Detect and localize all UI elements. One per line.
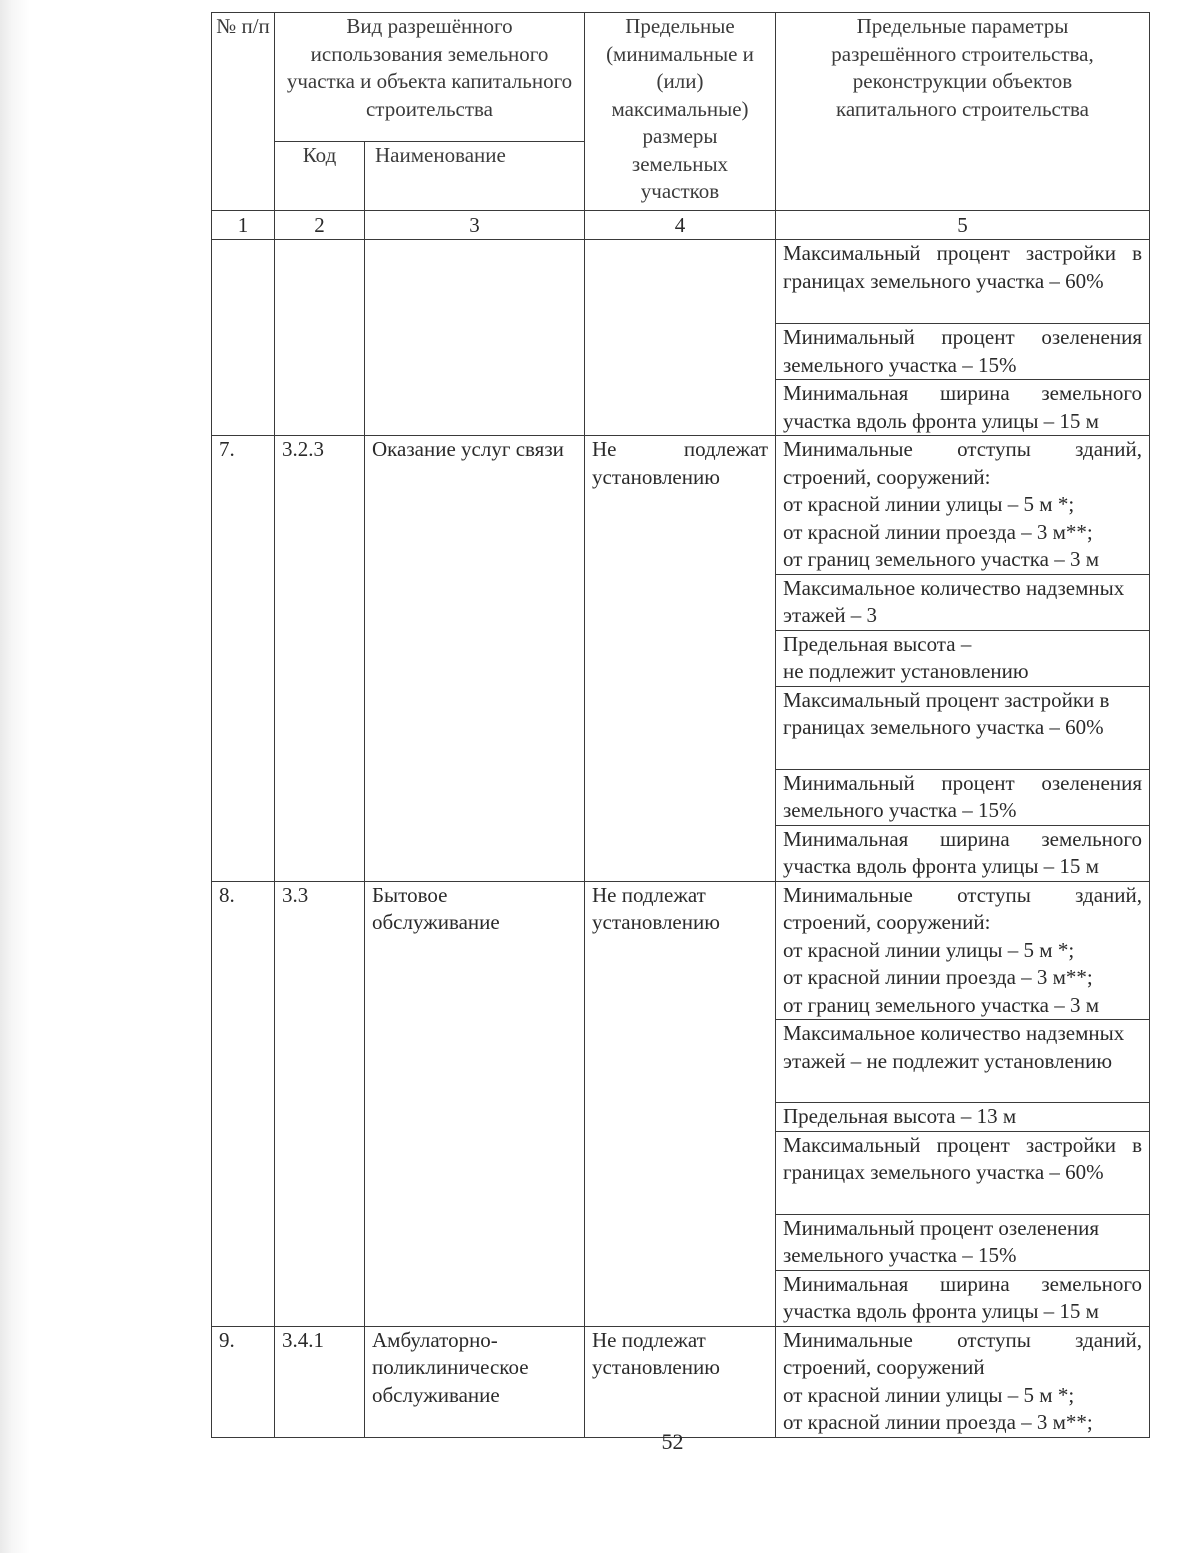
param-line: от границ земельного участка – 3 м — [783, 547, 1100, 571]
row-code: 3.4.1 — [275, 1326, 365, 1437]
param-height-limit: Предельная высота – 13 м — [776, 1103, 1150, 1132]
param-min-green-percent: Минимальный процент озеленения земельного участка – 15% — [776, 1214, 1150, 1270]
column-number: 1 — [212, 211, 275, 240]
param-line: Минимальные отступы зданий, строений, сооружений: — [783, 882, 1142, 934]
param-max-built-percent: Максимальный процент застройки в границах земельного участка – 60% — [776, 1131, 1150, 1214]
column-number: 5 — [776, 211, 1150, 240]
param-min-green-percent: Минимальный процент озеленения земельного участка – 15% — [776, 324, 1150, 380]
param-line: от красной линии проезда – 3 м**; — [783, 965, 1093, 989]
column-numbering-row — [212, 211, 1150, 240]
param-min-frontage-width: Минимальная ширина земельного участка вдоль фронта улицы – 15 м — [776, 380, 1150, 436]
param-line: от границ земельного участка – 3 м — [783, 992, 1100, 1017]
row-number: 7. — [212, 436, 275, 882]
column-number: 4 — [585, 211, 776, 240]
param-line: Минимальные отступы зданий, строений, сооружений — [783, 1327, 1142, 1379]
scan-edge-shadow — [0, 0, 30, 1553]
column-number: 3 — [365, 211, 585, 240]
row-use-name: Оказание услуг связи — [365, 436, 585, 882]
param-min-frontage-width: Минимальная ширина земельного участка вдоль фронта улицы – 15 м — [776, 825, 1150, 881]
param-min-setbacks — [776, 1326, 1150, 1437]
row-code: 3.2.3 — [275, 436, 365, 882]
param-min-green-percent: Минимальный процент озеленения земельного участка – 15% — [776, 769, 1150, 825]
row-use-name: Бытовое обслуживание — [365, 881, 585, 1326]
param-line: от красной линии улицы – 5 м *; — [783, 937, 1075, 962]
row-plot-sizes: Не подлежат установлению — [585, 436, 776, 882]
table-row-7 — [212, 436, 1150, 575]
row-use-name: Амбулаторно-поликлиническое обслуживание — [365, 1326, 585, 1437]
param-height-limit — [776, 630, 1150, 686]
param-max-floors: Максимальное количество надземных этажей – не подлежит установлению — [776, 1020, 1150, 1103]
param-max-built-percent: Максимальный процент застройки в границах земельного участка – 60% — [776, 240, 1150, 324]
page-number: 52 — [661, 1429, 684, 1454]
header-number: № п/п — [212, 13, 275, 211]
header-code: Код — [275, 142, 365, 211]
continuation-empty-cell — [365, 240, 585, 436]
land-use-regulations-table — [211, 12, 1150, 1438]
row-plot-sizes: Не подлежат установлению — [585, 881, 776, 1326]
param-line: от красной линии проезда – 3 м**; — [783, 519, 1093, 544]
param-line: Предельная высота – — [783, 631, 972, 656]
param-min-setbacks — [776, 436, 1150, 575]
header-plot-sizes: Предельные (минимальные и (или) максимальные) размеры земельных участков — [585, 13, 776, 211]
continuation-empty-cell — [275, 240, 365, 436]
header-row-1 — [212, 13, 1150, 142]
table-row-9 — [212, 1326, 1150, 1437]
row-plot-sizes: Не подлежат установлению — [585, 1326, 776, 1437]
table-row-8 — [212, 881, 1150, 1020]
header-construction-params: Предельные параметры разрешённого строительства, реконструкции объектов капитального строительства — [776, 13, 1150, 211]
param-line: от красной линии улицы – 5 м *; — [783, 1382, 1075, 1407]
table-row — [212, 240, 1150, 324]
param-max-floors: Максимальное количество надземных этажей – 3 — [776, 574, 1150, 630]
continuation-empty-cell — [585, 240, 776, 436]
row-code: 3.3 — [275, 881, 365, 1326]
param-line: не подлежит установлению — [783, 659, 1029, 683]
param-min-setbacks — [776, 881, 1150, 1020]
row-number: 9. — [212, 1326, 275, 1437]
param-min-frontage-width: Минимальная ширина земельного участка вдоль фронта улицы – 15 м — [776, 1270, 1150, 1326]
header-use-type-group: Вид разрешённого использования земельного участка и объекта капитального строительства — [275, 13, 585, 142]
param-max-built-percent: Максимальный процент застройки в границах земельного участка – 60% — [776, 686, 1150, 769]
continuation-empty-cell — [212, 240, 275, 436]
param-line: от красной линии улицы – 5 м *; — [783, 492, 1075, 516]
param-line: от красной линии проезда – 3 м**; — [783, 1410, 1093, 1434]
column-number: 2 — [275, 211, 365, 240]
param-line: Минимальные отступы зданий, строений, сооружений: — [783, 437, 1142, 489]
header-name: Наименование — [365, 142, 585, 211]
row-number: 8. — [212, 881, 275, 1326]
